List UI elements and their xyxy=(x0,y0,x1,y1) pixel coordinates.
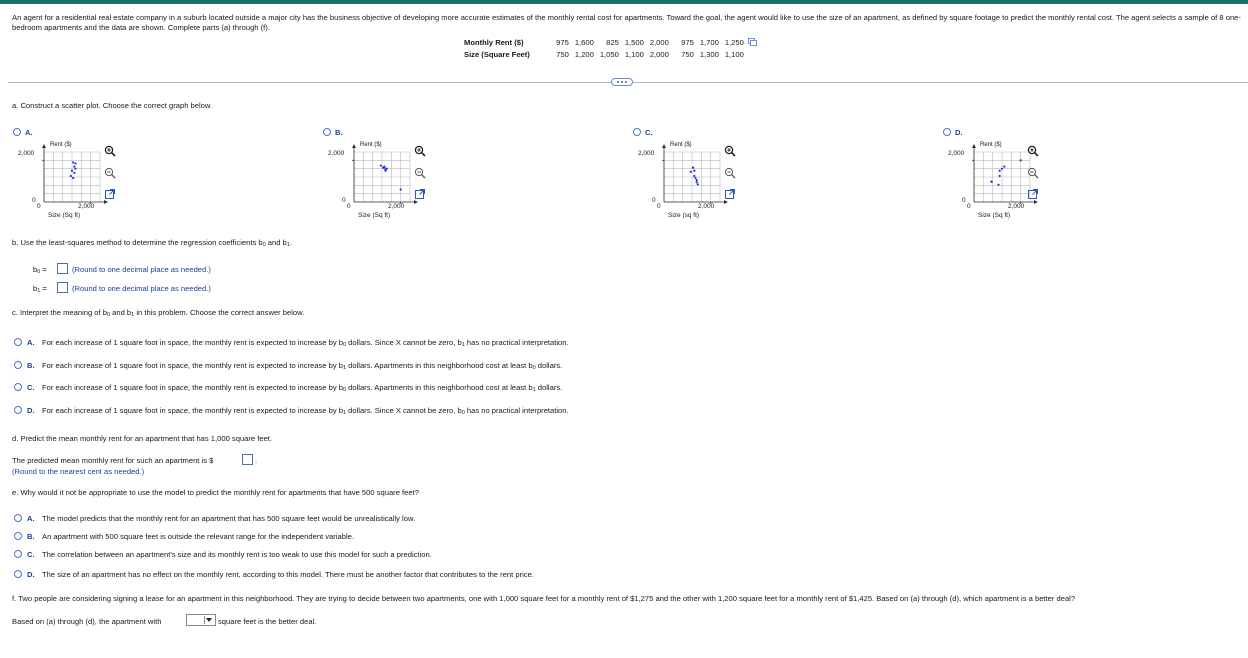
data-point xyxy=(999,170,1001,172)
zoom-in-icon[interactable] xyxy=(104,145,116,157)
y-axis-arrow xyxy=(662,144,666,148)
scatter-plot-c xyxy=(658,144,730,206)
part-c-option-c-radio[interactable] xyxy=(14,383,22,391)
data-point xyxy=(696,181,698,183)
part-c-option-d-radio[interactable] xyxy=(14,406,22,414)
part-c-option-d-letter: D. xyxy=(27,406,35,415)
b0-answer-input[interactable] xyxy=(57,263,68,274)
b0-round-hint: (Round to one decimal place as needed.) xyxy=(72,265,211,274)
top-accent-bar xyxy=(0,0,1248,4)
part-c-option-c-text[interactable]: For each increase of 1 square foot in space, the monthly rent is expected to increase by $b_0$ dollars. Apartments in this neighborhood cost at least $b_1$ dollars. xyxy=(42,383,563,393)
data-table xyxy=(464,37,757,61)
data-point xyxy=(694,177,696,179)
part-a-prompt: a. Construct a scatter plot. Choose the correct graph below. xyxy=(12,101,213,110)
b1-answer-input[interactable] xyxy=(57,282,68,293)
zoom-in-icon[interactable] xyxy=(1027,145,1039,157)
data-point xyxy=(999,175,1001,177)
part-f-answer-text: Based on (a) through (d), the apartment with xyxy=(12,617,162,626)
size-value: 1,050 xyxy=(599,50,619,59)
rent-value: 2,000 xyxy=(649,38,669,47)
y-axis-top-label: 2,000 xyxy=(638,150,655,157)
data-point xyxy=(74,162,76,164)
size-value: 750 xyxy=(556,50,569,59)
data-point xyxy=(690,171,692,173)
part-c-option-a-radio[interactable] xyxy=(14,338,22,346)
x-axis-title: Size (Sq ft) xyxy=(48,212,81,219)
x-axis-max-label: 2,000 xyxy=(388,203,405,210)
part-c-option-c-letter: C. xyxy=(27,383,35,392)
data-point xyxy=(990,181,992,183)
x-axis-zero-label: 0 xyxy=(37,203,41,210)
y-axis-zero-label: 0 xyxy=(342,197,346,204)
data-point xyxy=(72,177,74,179)
part-e-option-a-radio[interactable] xyxy=(14,514,22,522)
better-deal-dropdown[interactable] xyxy=(186,614,216,626)
x-axis-zero-label: 0 xyxy=(967,203,971,210)
scatter-plot-b xyxy=(348,144,420,206)
data-point xyxy=(696,179,698,181)
copy-data-cell[interactable] xyxy=(744,37,757,49)
popout-icon[interactable] xyxy=(1027,188,1039,200)
popout-icon[interactable] xyxy=(724,188,736,200)
part-d-prompt: d. Predict the mean monthly rent for an apartment that has 1,000 square feet. xyxy=(12,434,273,443)
y-axis-title: Rent ($) xyxy=(50,142,72,148)
part-e-option-d-radio[interactable] xyxy=(14,570,22,578)
part-e-prompt: e. Why would it not be appropriate to use the model to predict the monthly rent for apartments that have 500 square feet? xyxy=(12,488,419,497)
data-point xyxy=(384,170,386,172)
rent-row-label: Monthly Rent ($) xyxy=(464,38,524,47)
grid xyxy=(664,152,720,202)
data-point xyxy=(386,168,388,170)
b0-label: $b_0$ = xyxy=(33,265,47,275)
data-point xyxy=(692,167,694,169)
part-e-option-d-letter: D. xyxy=(27,570,35,579)
rent-value: 1,700 xyxy=(699,38,719,47)
size-value: 1,100 xyxy=(724,50,744,59)
zoom-in-icon[interactable] xyxy=(724,145,736,157)
option-b-radio[interactable] xyxy=(323,128,331,136)
x-axis-zero-label: 0 xyxy=(657,203,661,210)
y-axis-zero-label: 0 xyxy=(962,197,966,204)
x-axis-title: Size (Sq ft) xyxy=(978,212,1011,219)
rent-value: 825 xyxy=(606,38,619,47)
part-e-option-a-letter: A. xyxy=(27,514,35,523)
x-axis-max-label: 2,000 xyxy=(78,203,95,210)
popout-icon[interactable] xyxy=(414,188,426,200)
part-c-option-a-text[interactable]: For each increase of 1 square foot in space, the monthly rent is expected to increase by $b_0$ dollars. Since X cannot be zero, $b_1$ has no practical interpretation. xyxy=(42,338,569,348)
zoom-in-icon[interactable] xyxy=(414,145,426,157)
zoom-out-icon[interactable] xyxy=(414,167,426,179)
y-axis-zero-label: 0 xyxy=(652,197,656,204)
grid xyxy=(974,152,1030,202)
scatter-chart-d xyxy=(948,140,1058,230)
option-c-letter: C. xyxy=(645,128,653,137)
size-row-label: Size (Square Feet) xyxy=(464,50,530,59)
y-axis-zero-label: 0 xyxy=(32,197,36,204)
chevron-down-icon[interactable] xyxy=(204,616,213,624)
data-point xyxy=(74,168,76,170)
part-e-option-a-text[interactable]: The model predicts that the monthly rent for an apartment that has 500 square feet would be unrealistically low. xyxy=(42,514,416,523)
part-e-option-c-letter: C. xyxy=(27,550,35,559)
option-c-radio[interactable] xyxy=(633,128,641,136)
rent-value: 975 xyxy=(556,38,569,47)
scatter-plot-a xyxy=(38,144,110,206)
part-d-round-hint: (Round to the nearest cent as needed.) xyxy=(12,467,145,476)
y-axis-top-label: 2,000 xyxy=(948,150,965,157)
size-row xyxy=(464,49,757,61)
x-axis-arrow xyxy=(414,200,418,204)
copy-icon[interactable] xyxy=(748,38,757,46)
option-d-radio[interactable] xyxy=(943,128,951,136)
option-b-letter: B. xyxy=(335,128,343,137)
part-c-option-a-letter: A. xyxy=(27,338,35,347)
zoom-out-icon[interactable] xyxy=(1027,167,1039,179)
option-a-radio[interactable] xyxy=(13,128,21,136)
b1-round-hint: (Round to one decimal place as needed.) xyxy=(72,284,211,293)
part-e-option-b-text[interactable]: An apartment with 500 square feet is outside the relevant range for the independent variable. xyxy=(42,532,354,541)
data-point xyxy=(71,170,73,172)
x-axis-title: Size (sq ft) xyxy=(668,212,700,219)
part-d-answer-text: The predicted mean monthly rent for such an apartment is $ xyxy=(12,456,214,465)
rent-row xyxy=(464,37,757,49)
rent-value: 1,250 xyxy=(724,38,744,47)
x-axis-arrow xyxy=(724,200,728,204)
part-e-option-b-letter: B. xyxy=(27,532,35,541)
size-value: 2,000 xyxy=(649,50,669,59)
y-axis-arrow xyxy=(352,144,356,148)
x-axis-zero-label: 0 xyxy=(347,203,351,210)
size-value: 1,200 xyxy=(574,50,594,59)
grid xyxy=(354,152,410,202)
problem-statement: An agent for a residential real estate company in a suburb located outside a major city has the business objective of developing more accurate estimates of the monthly rental cost for apartments. Toward the goal, the agent would like to use the size of an apartment, as defined by square footage to predict the monthly rental cost. The agent selects a sample of 8 one-bedroom apartments and the data are shown. Complete parts (a) through (f). xyxy=(12,13,1241,32)
part-f-answer-suffix: square feet is the better deal. xyxy=(218,617,317,626)
rent-value: 1,500 xyxy=(624,38,644,47)
y-axis-title: Rent ($) xyxy=(670,142,692,148)
predicted-rent-input[interactable] xyxy=(242,454,253,465)
y-axis-title: Rent ($) xyxy=(980,142,1002,148)
size-value: 750 xyxy=(681,50,694,59)
part-e-option-b-radio[interactable] xyxy=(14,532,22,540)
data-point xyxy=(73,172,75,174)
popout-icon[interactable] xyxy=(104,188,116,200)
part-e-option-c-radio[interactable] xyxy=(14,550,22,558)
part-c-option-b-text[interactable]: For each increase of 1 square foot in space, the monthly rent is expected to increase by $b_1$ dollars. Apartments in this neighborhood cost at least $b_0$ dollars. xyxy=(42,361,563,371)
part-f-prompt: f. Two people are considering signing a lease for an apartment in this neighborhood. They are trying to decide between two apartments, one with 1,000 square feet for a monthly rent of $1,275 and the other with 1,200 square feet for a monthly rent of $1,425. Based on (a) through (d), which apartment is a better deal? xyxy=(12,594,1076,603)
rent-value: 975 xyxy=(681,38,694,47)
x-axis-title: Size (Sq ft) xyxy=(358,212,391,219)
data-point xyxy=(697,183,699,185)
y-axis-top-label: 2,000 xyxy=(328,150,345,157)
b1-label: $b_1$ = xyxy=(33,284,47,294)
x-axis-arrow xyxy=(104,200,108,204)
part-c-option-b-radio[interactable] xyxy=(14,361,22,369)
data-point xyxy=(1020,159,1022,161)
x-axis-arrow xyxy=(1034,200,1038,204)
data-point xyxy=(1001,168,1003,170)
part-d-answer-period: . xyxy=(255,456,258,465)
y-axis-arrow xyxy=(42,144,46,148)
data-point xyxy=(383,167,385,169)
option-d-letter: D. xyxy=(955,128,963,137)
size-value: 1,100 xyxy=(624,50,644,59)
data-point xyxy=(1003,165,1005,167)
zoom-out-icon[interactable] xyxy=(724,167,736,179)
data-point xyxy=(73,165,75,167)
data-point xyxy=(693,175,695,177)
data-point xyxy=(70,175,72,177)
option-a-letter: A. xyxy=(25,128,33,137)
y-axis-arrow xyxy=(972,144,976,148)
x-axis-max-label: 2,000 xyxy=(698,203,715,210)
data-point xyxy=(693,170,695,172)
data-point xyxy=(997,184,999,186)
data-point xyxy=(400,188,402,190)
part-b-prompt: b. Use the least-squares method to determine the regression coefficients $b_0$ and $b_1$. xyxy=(12,238,292,248)
grid xyxy=(44,152,100,202)
part-c-prompt: c. Interpret the meaning of $b_0$ and $b_1$ in this problem. Choose the correct answer below. xyxy=(12,308,305,318)
data-point xyxy=(380,164,382,166)
part-c-option-d-text[interactable]: For each increase of 1 square foot in space, the monthly rent is expected to increase by $b_1$ dollars. Since X cannot be zero, $b_0$ has no practical interpretation. xyxy=(42,406,569,416)
expand-more-button[interactable] xyxy=(611,78,633,86)
data-point xyxy=(72,161,74,163)
y-axis-title: Rent ($) xyxy=(360,142,382,148)
size-value: 1,300 xyxy=(699,50,719,59)
y-axis-top-label: 2,000 xyxy=(18,150,35,157)
part-c-option-b-letter: B. xyxy=(27,361,35,370)
part-e-option-d-text[interactable]: The size of an apartment has no effect on the monthly rent, according to this model. There must be another factor that contributes to the rent price. xyxy=(42,570,534,579)
part-e-option-c-text[interactable]: The correlation between an apartment's size and its monthly rent is too weak to use this model for such a prediction. xyxy=(42,550,432,559)
rent-value: 1,600 xyxy=(574,38,594,47)
x-axis-max-label: 2,000 xyxy=(1008,203,1025,210)
zoom-out-icon[interactable] xyxy=(104,167,116,179)
